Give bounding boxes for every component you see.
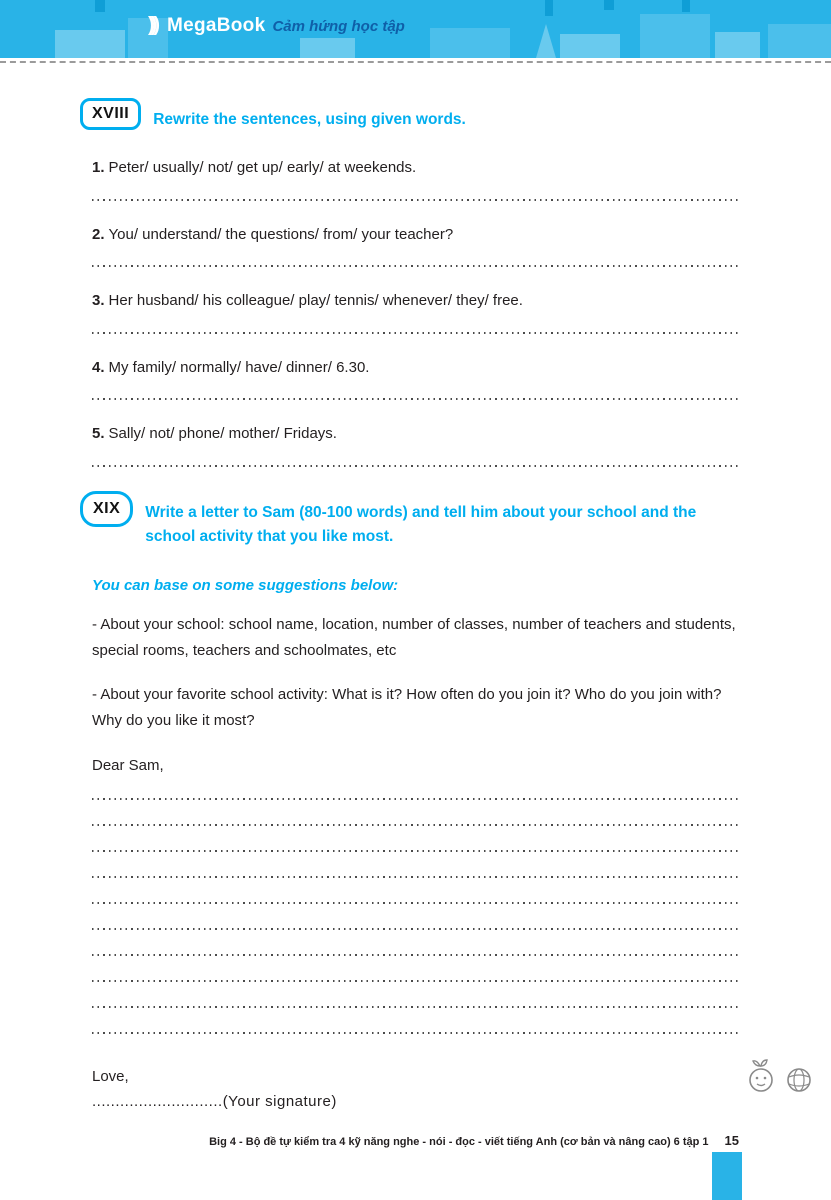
logo-text: MegaBook (166, 15, 266, 36)
item-number: 1. (92, 159, 105, 177)
exercise-item (92, 358, 741, 378)
answer-line (92, 465, 741, 467)
answer-line (92, 798, 741, 800)
suggestion-paragraph: - About your school: school name, location, number of classes, number of teachers and students, special rooms, teachers and schoolmates, etc (92, 615, 736, 659)
answer-line (92, 876, 741, 878)
header-band (0, 0, 831, 58)
exercise-item (92, 225, 741, 245)
exercise-item (92, 158, 741, 178)
answer-line (92, 199, 741, 201)
item-number: 4. (92, 358, 105, 376)
letter-closing: Love, (92, 1067, 129, 1085)
exercise-item (92, 291, 741, 311)
answer-line (92, 954, 741, 956)
section-xviii-header (80, 98, 741, 132)
answer-line (92, 824, 741, 826)
item-text: You/ understand/ the questions/ from/ your teacher? (108, 225, 454, 243)
sprout-face-doodle-icon (745, 1058, 779, 1096)
footer (209, 1133, 739, 1148)
item-number: 2. (92, 225, 105, 243)
page-number: 15 (724, 1133, 739, 1148)
item-text: Sally/ not/ phone/ mother/ Fridays. (108, 425, 337, 443)
globe-face-doodle-icon (783, 1058, 815, 1096)
corner-tab-decoration (712, 1152, 742, 1200)
item-text: My family/ normally/ have/ dinner/ 6.30. (108, 358, 370, 376)
exercise-item (92, 424, 741, 444)
letter-writing-area (92, 798, 741, 1034)
letter-salutation: Dear Sam, (92, 756, 164, 774)
item-number: 3. (92, 292, 105, 310)
item-number: 5. (92, 425, 105, 443)
answer-line (92, 332, 741, 334)
answer-line (92, 1006, 741, 1008)
logo-tagline: Cảm hứng học tập (272, 18, 405, 35)
suggestion-paragraph: - About your favorite school activity: What is it? How often do you join it? Who do you join with? Why do you like it most? (92, 686, 722, 730)
item-text: Peter/ usually/ not/ get up/ early/ at weekends. (108, 159, 417, 177)
answer-line (92, 398, 741, 400)
answer-line (92, 265, 741, 267)
answer-line (92, 1032, 741, 1034)
exercise-list (92, 158, 741, 467)
section-badge: XIX (80, 491, 133, 527)
header-dashed-divider (0, 61, 831, 63)
page-content (92, 98, 741, 1110)
item-text: Her husband/ his colleague/ play/ tennis/ whenever/ they/ free. (108, 292, 523, 310)
answer-line (92, 850, 741, 852)
section-xix-header (80, 491, 741, 549)
answer-line (92, 902, 741, 904)
answer-line (92, 928, 741, 930)
section-title: Write a letter to Sam (80-100 words) and tell him about your school and the school activity that you like most. (145, 503, 697, 545)
hint-text: You can base on some suggestions below: (92, 576, 399, 594)
answer-line (92, 980, 741, 982)
doodle-decoration (745, 1058, 815, 1096)
section-badge: XVIII (80, 98, 141, 130)
footer-text: Big 4 - Bộ đề tự kiểm tra 4 kỹ năng nghe - nói - đọc - viết tiếng Anh (cơ bản và nâng cao) 6 tập 1 (209, 1136, 709, 1148)
signature-line: ............................(Your signature) (92, 1092, 337, 1110)
logo-chevrons-icon: ))) (148, 14, 156, 36)
logo (148, 14, 405, 37)
section-title: Rewrite the sentences, using given words. (153, 111, 466, 128)
